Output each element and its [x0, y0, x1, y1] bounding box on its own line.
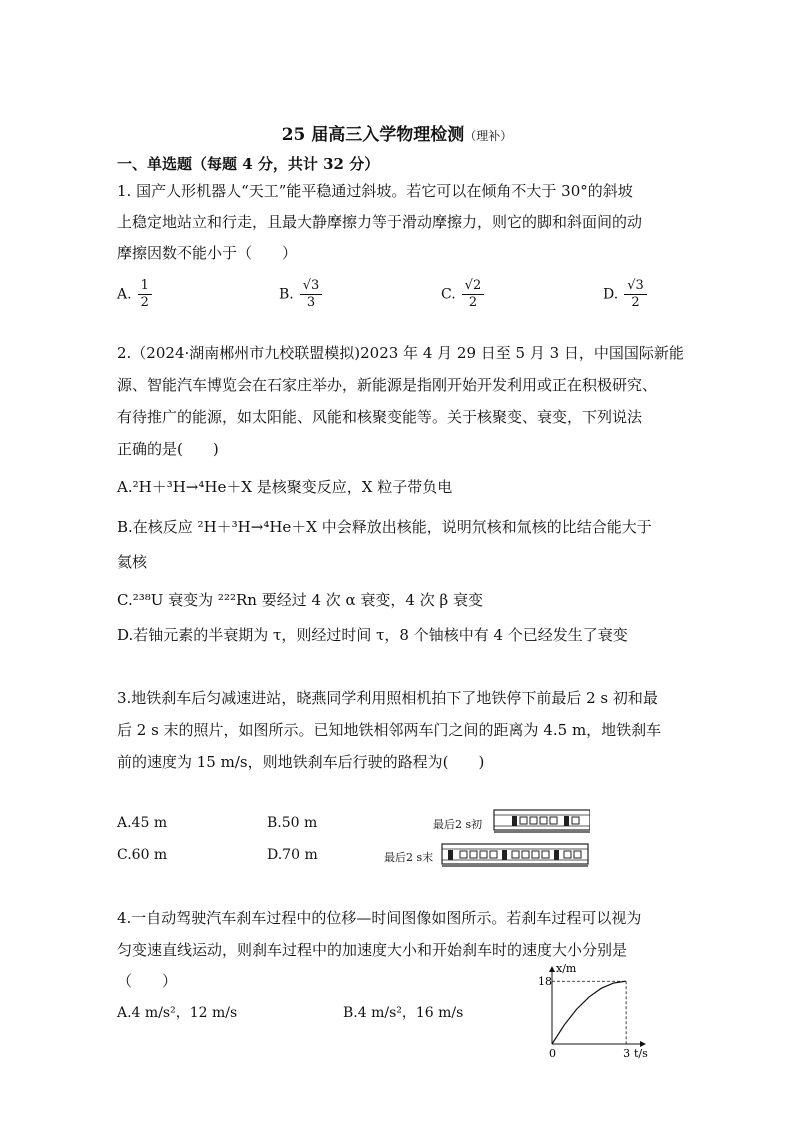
train-window	[460, 851, 467, 858]
train-door	[512, 816, 517, 826]
train-top-label: 最后2 s初	[433, 818, 483, 831]
page-title	[0, 120, 794, 145]
train-window	[540, 817, 547, 824]
train-window	[532, 851, 539, 858]
train-window	[522, 851, 529, 858]
train-window	[512, 851, 519, 858]
q2-line-1: 2.（2024·湖南郴州市九校联盟模拟)2023 年 4 月 29 日至 5 月 3 日，中国国际新能	[117, 344, 684, 362]
section-heading: 一、单选题（每题 4 分，共计 32 分）	[117, 155, 380, 173]
q3-option-a: A.45 m	[117, 815, 168, 831]
xt-chart	[530, 962, 660, 1058]
xt-curve	[552, 981, 626, 1044]
train-body	[494, 810, 590, 830]
q2-option-b-line-2: 氦核	[117, 553, 148, 571]
q2-option-d: D.若铀元素的半衰期为 τ，则经过时间 τ，8 个铀核中有 4 个已经发生了衰变	[117, 626, 628, 644]
q2-option-b-line-1: B.在核反应 ²H＋³H→⁴He＋X 中会释放出核能，说明氘核和氚核的比结合能大于	[117, 518, 652, 536]
train-door	[502, 850, 507, 860]
train-window	[480, 851, 487, 858]
q2-option-c: C.²³⁸U 衰变为 ²²²Rn 要经过 4 次 α 衰变，4 次 β 衰变	[117, 591, 483, 609]
q3-line-3: 前的速度为 15 m/s，则地铁刹车后行驶的路程为( )	[117, 753, 485, 771]
y-axis-label: x/m	[556, 962, 577, 975]
q3-option-b: B.50 m	[267, 815, 318, 831]
title-main: 25 届高三入学物理检测	[281, 125, 465, 145]
q3-line-2: 后 2 s 末的照片，如图所示。已知地铁相邻两车门之间的距离为 4.5 m，地铁刹车	[117, 721, 662, 739]
q4-line-2: 匀变速直线运动，则刹车过程中的加速度大小和开始刹车时的速度大小分别是	[117, 941, 628, 959]
q4-line-3: （ ）	[117, 972, 178, 990]
q2-line-3: 有待推广的能源，如太阳能、风能和核聚变能等。关于核聚变、衰变，下列说法	[117, 408, 643, 426]
q3-option-c: C.60 m	[117, 847, 168, 863]
q1-option-a: A. $\frac{1}{2}$	[117, 278, 152, 311]
q1-line-2: 上稳定地站立和行走，且最大静摩擦力等于滑动摩擦力，则它的脚和斜面间的动	[117, 213, 643, 231]
x-axis-label: t/s	[634, 1047, 648, 1058]
q1-option-d: D. $\frac{√3}{2}$	[603, 278, 647, 311]
train-top-figure	[492, 806, 590, 834]
q2-line-2: 源、智能汽车博览会在石家庄举办，新能源是指刚开始开发利用或正在积极研究、	[117, 376, 658, 394]
train-body	[442, 844, 588, 864]
train-window	[530, 817, 537, 824]
train-window	[490, 851, 497, 858]
train-window	[520, 817, 527, 824]
train-door	[448, 850, 453, 860]
train-door	[564, 816, 569, 826]
q4-option-b: B.4 m/s²，16 m/s	[343, 1005, 464, 1021]
title-sub: （理补）	[464, 129, 513, 143]
q4-option-a: A.4 m/s²，12 m/s	[117, 1005, 238, 1021]
q4-line-1: 4.一自动驾驶汽车刹车过程中的位移—时间图像如图所示。若刹车过程可以视为	[117, 909, 642, 927]
train-window	[574, 851, 581, 858]
train-window	[550, 817, 557, 824]
y-axis-arrow	[549, 966, 555, 972]
q1-line-1: 1. 国产人形机器人“天工”能平稳通过斜坡。若它可以在倾角不大于 30°的斜坡	[117, 182, 633, 200]
q2-option-a: A.²H＋³H→⁴He＋X 是核聚变反应，X 粒子带负电	[117, 478, 453, 496]
train-window	[572, 817, 579, 824]
train-window	[542, 851, 549, 858]
q3-option-d: D.70 m	[267, 847, 318, 863]
q1-option-c: C. $\frac{√2}{2}$	[441, 278, 484, 311]
y-tick-label: 18	[538, 975, 552, 989]
train-door	[554, 850, 559, 860]
x-tick-label: 3	[623, 1047, 631, 1058]
train-bottom-figure	[440, 840, 590, 868]
q1-line-3: 摩擦因数不能小于（ ）	[117, 244, 298, 262]
train-bottom-label: 最后2 s末	[384, 851, 434, 864]
x-tick-label: 0	[549, 1047, 556, 1058]
q2-line-4: 正确的是( )	[117, 440, 219, 458]
train-window	[564, 851, 571, 858]
q3-line-1: 3.地铁刹车后匀减速进站，晓燕同学利用照相机拍下了地铁停下前最后 2 s 初和最	[117, 689, 658, 707]
q1-option-b: B. $\frac{√3}{3}$	[279, 278, 322, 311]
train-window	[470, 851, 477, 858]
